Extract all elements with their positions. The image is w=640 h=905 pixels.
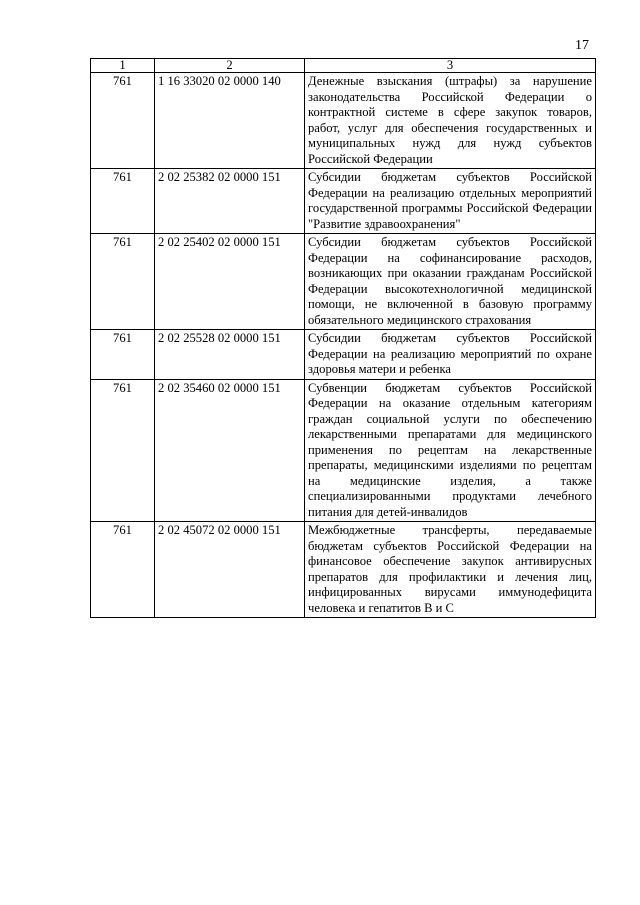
budget-code-cell: 2 02 25382 02 0000 151 [155, 169, 305, 234]
table-row [91, 379, 596, 522]
column-header-2: 2 [155, 59, 305, 73]
budget-code-cell: 2 02 25402 02 0000 151 [155, 234, 305, 330]
page-number: 17 [575, 38, 589, 53]
revenue-name-cell: Субсидии бюджетам субъектов Российской Федерации на реализацию отдельных мероприятий государственной программы Российской Федерации "Развитие здравоохранения" [305, 169, 596, 234]
admin-code-cell: 761 [91, 234, 155, 330]
revenue-name-cell: Субсидии бюджетам субъектов Российской Федерации на софинансирование расходов, возникающих при оказании гражданам Российской Федерации высокотехнологичной медицинской помощи, не включенной в базовую программу обязательного медицинского страхования [305, 234, 596, 330]
budget-code-cell: 2 02 45072 02 0000 151 [155, 522, 305, 618]
revenue-codes-table [90, 58, 596, 618]
table-row [91, 234, 596, 330]
table-row [91, 73, 596, 169]
admin-code-cell: 761 [91, 330, 155, 380]
budget-code-cell: 1 16 33020 02 0000 140 [155, 73, 305, 169]
table-header-row [91, 59, 596, 73]
admin-code-cell: 761 [91, 379, 155, 522]
column-header-3: 3 [305, 59, 596, 73]
table-row [91, 330, 596, 380]
table-row [91, 169, 596, 234]
budget-code-cell: 2 02 35460 02 0000 151 [155, 379, 305, 522]
column-header-1: 1 [91, 59, 155, 73]
budget-code-cell: 2 02 25528 02 0000 151 [155, 330, 305, 380]
admin-code-cell: 761 [91, 169, 155, 234]
admin-code-cell: 761 [91, 522, 155, 618]
revenue-name-cell: Денежные взыскания (штрафы) за нарушение законодательства Российской Федерации о контрактной системе в сфере закупок товаров, работ, услуг для обеспечения государственных и муниципальных нужд для нужд субъектов Российской Федерации [305, 73, 596, 169]
admin-code-cell: 761 [91, 73, 155, 169]
table-row [91, 522, 596, 618]
revenue-name-cell: Субвенции бюджетам субъектов Российской Федерации на оказание отдельным категориям граждан социальной услуги по обеспечению лекарственными препаратами для медицинского применения по рецептам на лекарственные препараты, медицинскими изделиями по рецептам на медицинские изделия, а также специализированными продуктами лечебного питания для детей-инвалидов [305, 379, 596, 522]
revenue-name-cell: Межбюджетные трансферты, передаваемые бюджетам субъектов Российской Федерации на финансовое обеспечение закупок антивирусных препаратов для профилактики и лечения лиц, инфицированных вирусами иммунодефицита человека и гепатитов B и C [305, 522, 596, 618]
revenue-name-cell: Субсидии бюджетам субъектов Российской Федерации на реализацию мероприятий по охране здоровья матери и ребенка [305, 330, 596, 380]
